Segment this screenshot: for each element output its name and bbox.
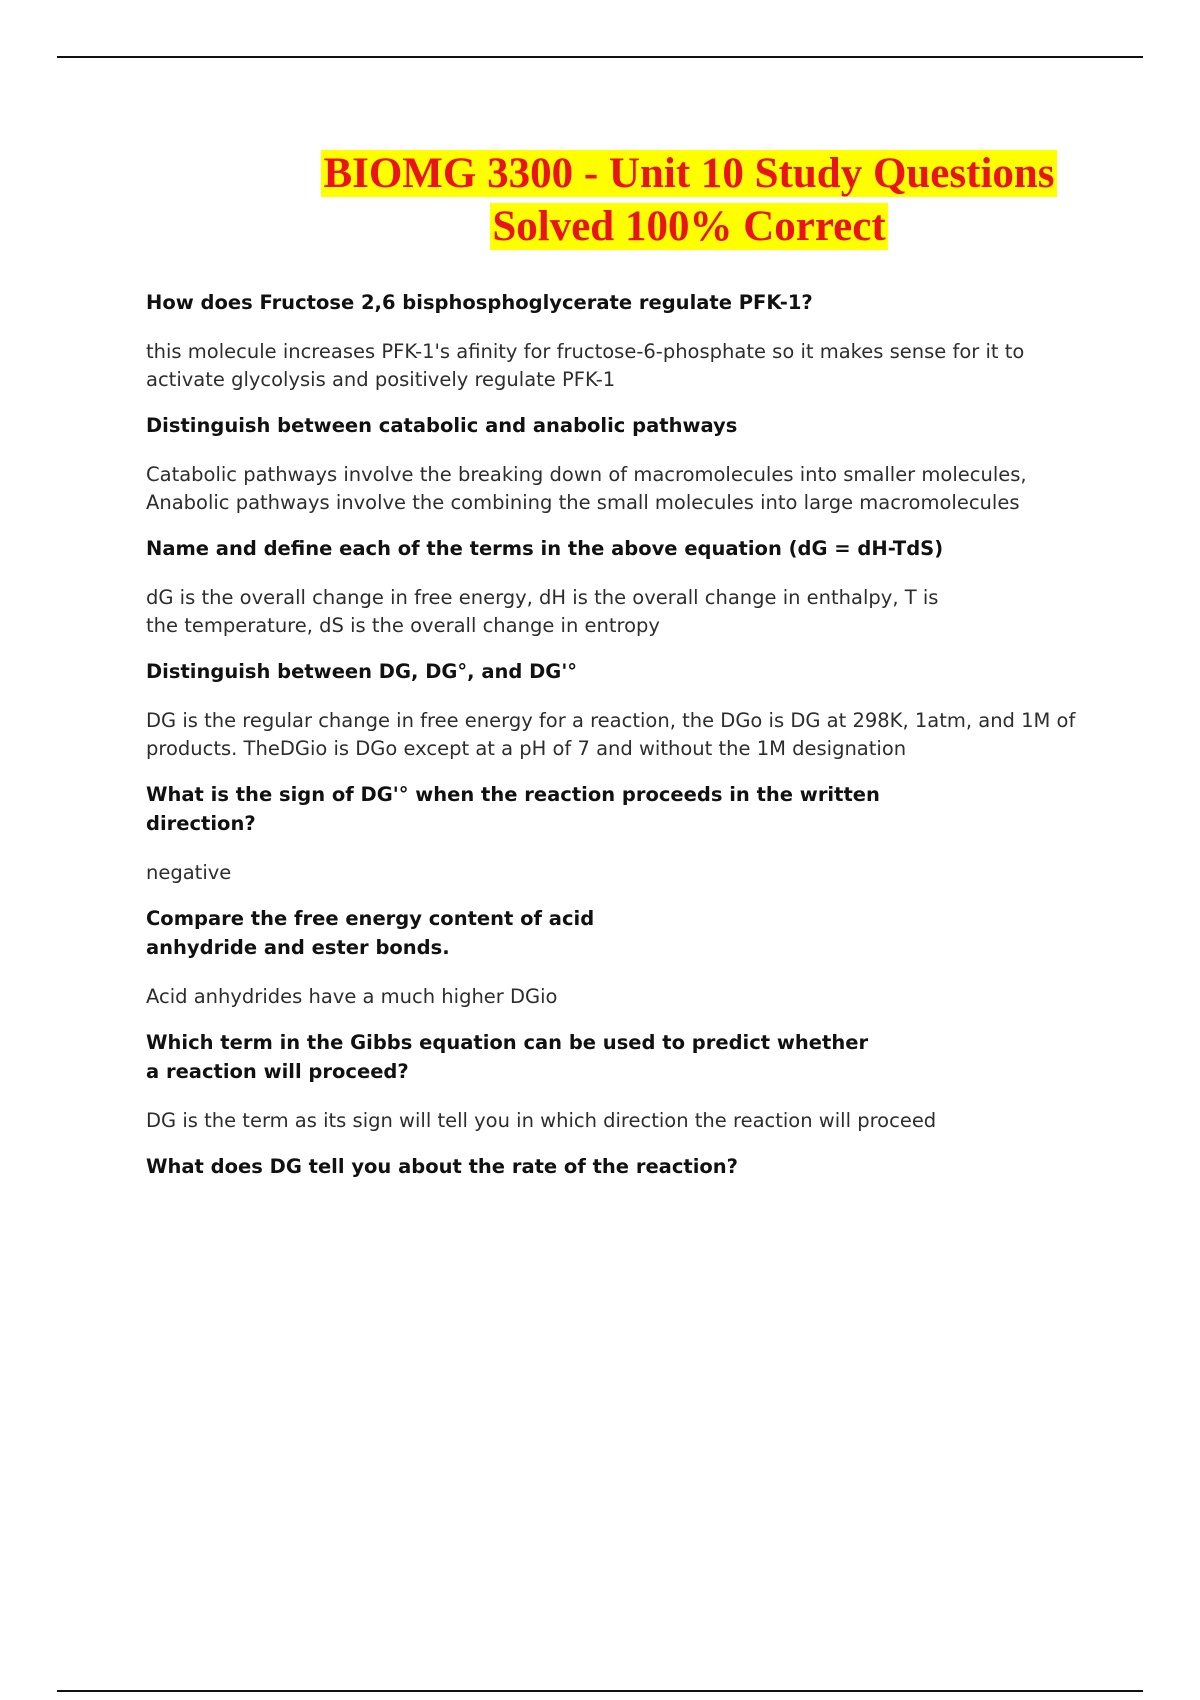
bottom-rule	[57, 1690, 1143, 1692]
answer-line: this molecule increases PFK-1's afinity for fructose-6-phosphate so it makes sense for it to	[146, 340, 1025, 363]
qa-item	[146, 1028, 1086, 1135]
qa-item	[146, 780, 1086, 887]
question-line: anhydride and ester bonds.	[146, 936, 450, 959]
question-text	[146, 780, 1086, 838]
question-line: a reaction will proceed?	[146, 1060, 409, 1083]
question-line: What does DG tell you about the rate of the reaction?	[146, 1155, 738, 1178]
answer-text	[146, 338, 1086, 394]
question-line: Compare the free energy content of acid	[146, 907, 595, 930]
answer-line: products. TheDGio is DGo except at a pH of 7 and without the 1M designation	[146, 737, 907, 760]
answer-line: Anabolic pathways involve the combining the small molecules into large macromolecules	[146, 491, 1020, 514]
question-text	[146, 1152, 1086, 1181]
answer-text	[146, 461, 1086, 517]
answer-text	[146, 707, 1086, 763]
question-text	[146, 288, 1086, 317]
question-text	[146, 1028, 1086, 1086]
answer-line: activate glycolysis and positively regulate PFK-1	[146, 368, 616, 391]
question-line: direction?	[146, 812, 256, 835]
answer-text	[146, 584, 1086, 640]
question-line: What is the sign of DG'° when the reaction proceeds in the written	[146, 783, 880, 806]
answer-text	[146, 859, 1086, 887]
answer-line: DG is the term as its sign will tell you in which direction the reaction will proceed	[146, 1109, 937, 1132]
qa-item	[146, 411, 1086, 517]
qa-item	[146, 904, 1086, 1011]
qa-list	[146, 288, 1086, 1202]
question-line: Name and define each of the terms in the above equation (dG = dH-TdS)	[146, 537, 944, 560]
question-line: Which term in the Gibbs equation can be used to predict whether	[146, 1031, 869, 1054]
top-rule	[57, 56, 1143, 58]
title-line-2: Solved 100% Correct	[492, 203, 886, 250]
answer-line: dG is the overall change in free energy, dH is the overall change in enthalpy, T is	[146, 586, 939, 609]
answer-text	[146, 983, 1086, 1011]
question-text	[146, 534, 1086, 563]
answer-line: negative	[146, 861, 232, 884]
answer-line: DG is the regular change in free energy for a reaction, the DGo is DG at 298K, 1atm, and 1M of	[146, 709, 1076, 732]
document-title	[140, 147, 1200, 253]
question-text	[146, 904, 1086, 962]
question-line: How does Fructose 2,6 bisphosphoglycerate regulate PFK-1?	[146, 291, 813, 314]
title-line-1: BIOMG 3300 - Unit 10 Study Questions	[323, 150, 1055, 197]
qa-item	[146, 288, 1086, 394]
answer-text	[146, 1107, 1086, 1135]
qa-item	[146, 1152, 1086, 1181]
question-line: Distinguish between catabolic and anabolic pathways	[146, 414, 738, 437]
answer-line: the temperature, dS is the overall change in entropy	[146, 614, 660, 637]
question-text	[146, 411, 1086, 440]
qa-item	[146, 534, 1086, 640]
qa-item	[146, 657, 1086, 763]
answer-line: Acid anhydrides have a much higher DGio	[146, 985, 558, 1008]
answer-line: Catabolic pathways involve the breaking down of macromolecules into smaller molecules,	[146, 463, 1027, 486]
question-text	[146, 657, 1086, 686]
question-line: Distinguish between DG, DG°, and DG'°	[146, 660, 578, 683]
